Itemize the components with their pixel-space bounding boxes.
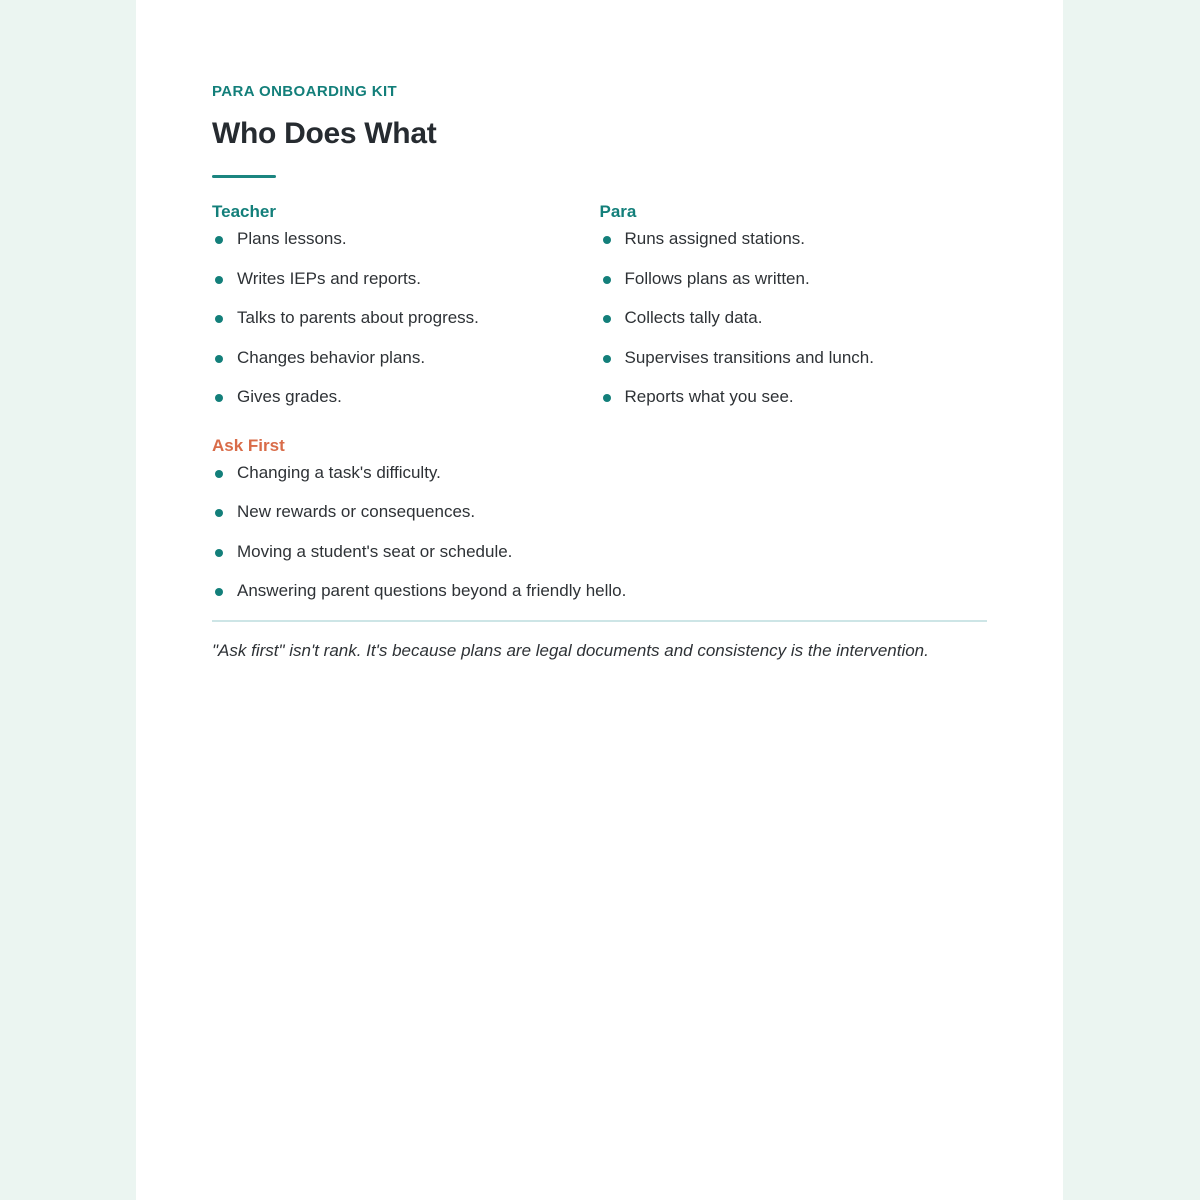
bullet-dot-icon (215, 394, 223, 402)
bullet-dot-icon (603, 236, 611, 244)
teacher-list (212, 228, 600, 408)
ask-first-section (212, 435, 987, 603)
list-item (212, 386, 600, 408)
bullet-dot-icon (603, 394, 611, 402)
list-item (212, 580, 987, 602)
list-item (212, 347, 600, 369)
list-item (212, 307, 600, 329)
list-item-text: Reports what you see. (624, 387, 794, 406)
bullet-dot-icon (603, 315, 611, 323)
teacher-column (212, 201, 600, 426)
list-item (212, 228, 600, 250)
list-item (600, 268, 988, 290)
ask-first-list (212, 462, 987, 603)
list-item-text: New rewards or consequences. (237, 502, 476, 521)
list-item-text: Collects tally data. (624, 308, 763, 327)
list-item-text: Talks to parents about progress. (237, 308, 479, 327)
bullet-dot-icon (603, 276, 611, 284)
bullet-dot-icon (215, 355, 223, 363)
list-item (600, 386, 988, 408)
bullet-dot-icon (603, 355, 611, 363)
list-item-text: Moving a student's seat or schedule. (237, 541, 513, 561)
bullet-dot-icon (215, 470, 223, 478)
list-item (600, 307, 988, 329)
list-item-text: Gives grades. (237, 387, 342, 406)
bullet-dot-icon (215, 315, 223, 323)
document-content (212, 82, 987, 679)
list-item (600, 228, 988, 250)
list-item (600, 347, 988, 369)
footnote: "Ask first" isn't rank. It's because plans are legal documents and consistency is the intervention. (212, 641, 929, 660)
list-item (212, 268, 600, 290)
list-item (212, 501, 987, 523)
bullet-dot-icon (215, 549, 223, 557)
title-underline (212, 175, 276, 178)
bullet-dot-icon (215, 509, 223, 517)
list-item-text: Changes behavior plans. (237, 347, 426, 367)
list-item-text: Answering parent questions beyond a friendly hello. (237, 581, 627, 600)
teacher-heading: Teacher (212, 202, 276, 221)
para-heading: Para (599, 202, 637, 221)
list-item-text: Runs assigned stations. (624, 229, 805, 248)
list-item-text: Supervises transitions and lunch. (624, 347, 874, 367)
role-columns (212, 201, 987, 426)
bullet-dot-icon (215, 276, 223, 284)
para-list (600, 228, 988, 408)
bullet-dot-icon (215, 236, 223, 244)
list-item (212, 462, 987, 484)
list-item-text: Plans lessons. (237, 229, 347, 248)
ask-first-heading: Ask First (212, 435, 285, 455)
list-item (212, 541, 987, 563)
section-divider (212, 620, 987, 622)
list-item-text: Writes IEPs and reports. (237, 268, 421, 288)
page-title: Who Does What (212, 117, 437, 150)
kicker-label: PARA ONBOARDING KIT (212, 83, 398, 100)
document-page (136, 0, 1063, 1200)
list-item-text: Follows plans as written. (624, 268, 810, 288)
list-item-text: Changing a task's difficulty. (237, 462, 441, 482)
bullet-dot-icon (215, 588, 223, 596)
para-column (600, 201, 988, 426)
